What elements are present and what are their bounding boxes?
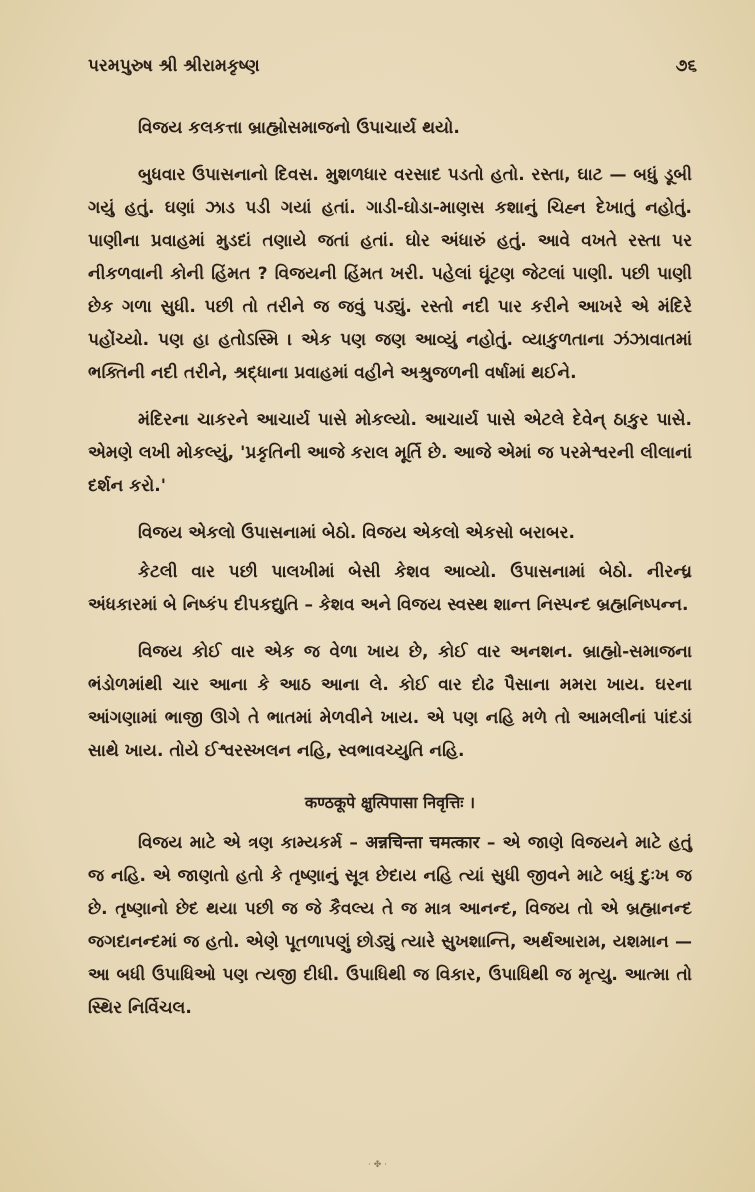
paragraph-4: વિજય એકલો ઉપાસનામાં બેઠો. વિજય એકલો એકસો બરાબર. [138,523,575,543]
paragraph-1: વિજય કલકત્તા બ્રાહ્મોસમાજનો ઉપાચાર્ય થયો. [138,118,460,138]
paragraph-6: વિજય કોઈ વાર એક જ વેળા ખાય છે, કોઈ વાર અનશન. બ્રાહ્મો-સમાજના ભંડોળમાંથી ચાર આના કે આઠ આના લે. કોઈ વાર દોઢ પૈસાના મમરા ખાય. ઘરના આંગણામાં ભાજી ઊગે તે ભાતમાં મેળવીને ખાય. એ પણ નહિ મળે તો આમલીનાં પાંદડાં સાથે ખાય. તોયે ઈશ્વરસ્ખલન નહિ, સ્વભાવચ્યુતિ નહિ. [88,642,692,761]
sanskrit-quote: कण्ठकूपे क्षुत्पिपासा निवृत्तिः । [304,793,476,812]
paragraph-2: બુધવાર ઉપાસનાનો દિવસ. મુશળધાર વરસાદ પડતો હતો. રસ્તા, ઘાટ — બધું ડૂબી ગયું હતું. ઘણાં ઝાડ પડી ગયાં હતાં. ગાડી-ઘોડા-માણસ કશાનું ચિહ્ન દેખાતું નહોતું. પાણીના પ્રવાહમાં મુડદાં તણાયે જતાં હતાં. ઘોર અંધારું હતું. આવે વખતે રસ્તા પર નીકળવાની કોની હિંમત ? વિજયની હિંમત ખરી. પહેલાં ઘૂંટણ જેટલાં પાણી. પછી પાણી છેક ગળા સુધી. પછી તો તરીને જ જવું પડ્યું. રસ્તો નદી પાર કરીને આખરે એ મંદિરે પહોંચ્યો. પણ હા હતોઽસ્મિ । એક પણ જણ આવ્યું નહોતું. વ્યાકુળતાના ઝંઝાવાતમાં ભક્તિની નદી તરીને, શ્રદ્ધાના પ્રવાહમાં વહીને અશ્રુજળની વર્ષામાં થઈને. [88,165,692,383]
footer-printer-mark: · ✤ · [368,1160,387,1170]
paragraph-5: કેટલી વાર પછી પાલખીમાં બેસી કેશવ આવ્યો. ઉપાસનામાં બેઠો. નીરન્ધ્ર અંધકારમાં બે નિષ્કંપ દીપકદ્યુતિ – કેશવ અને વિજય સ્વસ્થ શાન્ત નિસ્પન્દ બ્રહ્મનિષ્પન્ન. [88,562,692,615]
page-header [88,56,697,86]
paragraph-3: મંદિરના ચાકરને આચાર્ય પાસે મોકલ્યો. આચાર્ય પાસે એટલે દેવેન્ ઠાકુર પાસે. એમણે લખી મોકલ્યું, 'પ્રકૃતિની આજે કરાલ મૂર્તિ છે. આજે એમાં જ પરમેશ્વરની લીલાનાં દર્શન કરો.' [88,410,692,496]
body-text [88,112,692,1025]
page-number: ૭૬ [675,56,697,76]
paragraph-7: વિજય માટે એ ત્રણ કામ્યકર્મ – अन्नचिन्ता चमत्कार – એ જાણે વિજયને માટે હતું જ નહિ. એ જાણતો હતો કે તૃષ્ણાનું સૂત્ર છેદાય નહિ ત્યાં સુધી જીવને માટે બધું દુઃખ જ છે. તૃષ્ણાનો છેદ થયા પછી જ જે કૈવલ્ય તે જ માત્ર આનન્દ, વિજય તો એ બ્રહ્માનન્દ જગદાનન્દમાં જ હતો. એણે પૂતળાપણું છોડ્યું ત્યારે સુખશાન્તિ, અર્થઆરામ, યશમાન — આ બધી ઉપાધિઓ પણ ત્યજી દીધી. ઉપાધિથી જ વિકાર, ઉપાધિથી જ મૃત્યુ. આત્મા તો સ્થિર નિર્વિચલ. [88,833,692,1018]
running-head: પરમપુરુષ શ્રી શ્રીરામકૃષ્ણ [88,56,260,76]
